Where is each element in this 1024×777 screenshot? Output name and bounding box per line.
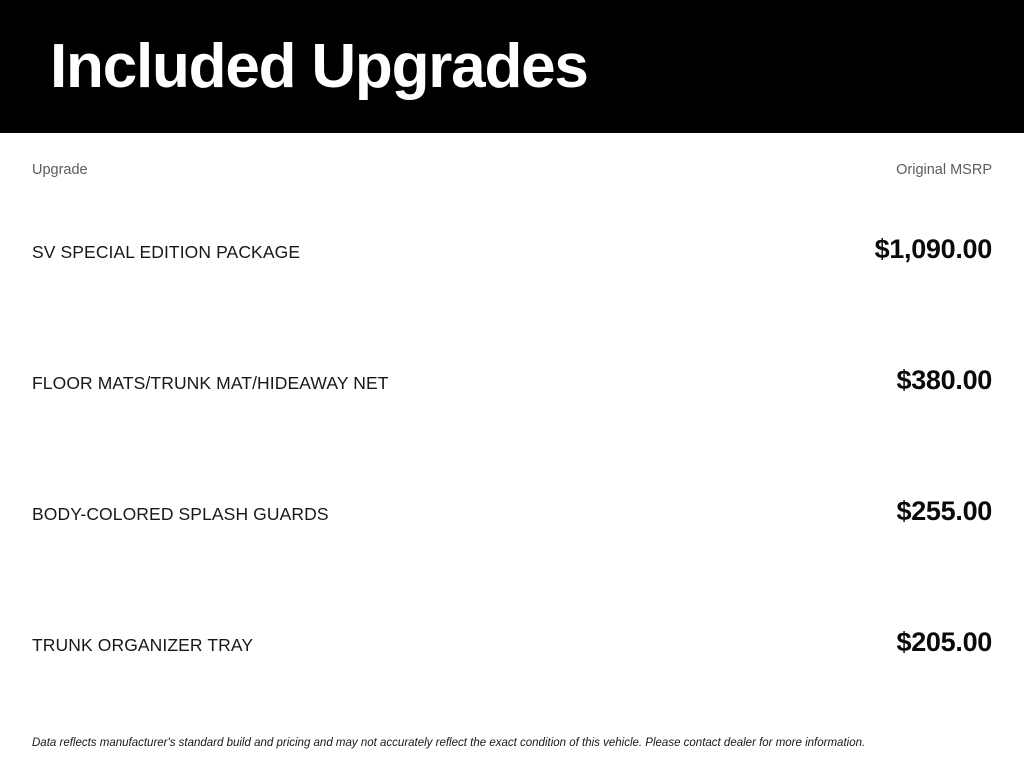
upgrade-name: TRUNK ORGANIZER TRAY [32,635,254,655]
upgrade-name: FLOOR MATS/TRUNK MAT/HIDEAWAY NET [32,373,389,393]
table-row [32,458,992,589]
upgrade-name: BODY-COLORED SPLASH GUARDS [32,504,329,524]
bottom-spacer [32,751,992,777]
upgrade-price: $205.00 [896,627,992,657]
table-row [32,196,992,327]
upgrade-price: $255.00 [896,496,992,526]
table-row [32,589,992,720]
upgrade-price: $1,090.00 [874,234,992,264]
page-title: Included Upgrades [50,31,588,101]
upgrades-table [0,133,1024,777]
page-header [0,0,1024,133]
table-header-row [32,133,992,178]
column-header-upgrade: Upgrade [32,162,88,178]
upgrade-name: SV SPECIAL EDITION PACKAGE [32,242,301,262]
upgrade-price: $380.00 [896,365,992,395]
column-header-original-msrp: Original MSRP [896,162,992,178]
table-body [32,178,992,720]
disclaimer-text: Data reflects manufacturer's standard build and pricing and may not accurately reflect the exact condition of this vehicle. Please contact dealer for more information. [32,737,866,749]
table-row [32,327,992,458]
